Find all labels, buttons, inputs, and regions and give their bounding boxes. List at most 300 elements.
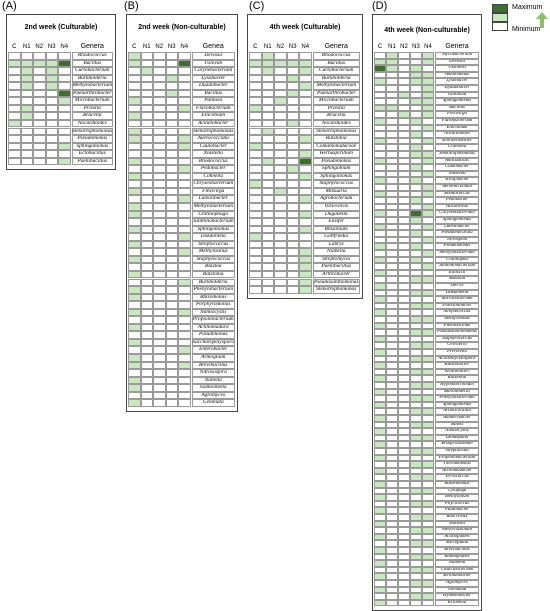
genus-label: Chryseobacterium <box>439 211 475 216</box>
heatmap-cell <box>374 210 386 217</box>
heatmap-cell <box>33 90 46 98</box>
heatmap-cell <box>141 256 154 264</box>
genus-label: Novosphin <box>446 237 468 242</box>
heatmap-cell <box>374 276 386 283</box>
heatmap-cell <box>374 316 386 323</box>
heatmap-cell <box>374 461 386 468</box>
heatmap-cell <box>386 362 398 369</box>
heatmap-cell <box>141 128 154 136</box>
heatmap-cell <box>422 237 434 244</box>
arrow-up-icon <box>536 12 548 28</box>
heatmap-cell <box>374 329 386 336</box>
heatmap-cell <box>410 329 422 336</box>
heatmap-cell <box>249 52 262 60</box>
heatmap-cell <box>33 97 46 105</box>
heatmap-cell <box>153 165 166 173</box>
heatmap-cell <box>374 507 386 514</box>
heatmap-cell <box>128 112 141 120</box>
genus-label: Streptacidia <box>445 449 469 453</box>
heatmap-cell <box>33 75 46 83</box>
heatmap-cell <box>398 461 410 468</box>
heatmap-cell <box>398 105 410 112</box>
heatmap-cell <box>374 481 386 488</box>
genus-label: Blastoa <box>205 264 222 270</box>
heatmap-cell <box>422 349 434 356</box>
heatmap-cell <box>287 60 300 68</box>
heatmap-cell <box>141 294 154 302</box>
heatmap-cell <box>249 248 262 256</box>
heatmap-cell <box>410 184 422 191</box>
genus-label: Rubrivivax <box>446 515 468 519</box>
genus-label: Gottfriedia <box>324 234 349 240</box>
heatmap-cell <box>166 52 179 60</box>
heatmap-cell <box>374 336 386 343</box>
heatmap-cell <box>178 211 191 219</box>
heatmap-cell <box>46 120 59 128</box>
heatmap-cell <box>46 75 59 83</box>
heatmap-cell <box>21 150 34 158</box>
genus-label: Solirubrobacter <box>441 138 473 143</box>
heatmap-cell <box>386 547 398 554</box>
heatmap-cell <box>153 60 166 68</box>
heatmap-cell <box>422 171 434 178</box>
heatmap-cell <box>153 377 166 385</box>
genera-column-header: Genera <box>324 43 348 50</box>
genus-label: Terracoccus <box>445 475 469 480</box>
panel-a-label: (A) <box>2 0 17 12</box>
heatmap-cell <box>386 488 398 495</box>
heatmap-cell <box>398 323 410 330</box>
heatmap-cell <box>166 226 179 234</box>
heatmap-cell <box>422 316 434 323</box>
heatmap-cell <box>128 52 141 60</box>
heatmap-cell <box>398 296 410 303</box>
heatmap-cell <box>262 82 275 90</box>
heatmap-cell <box>299 256 312 264</box>
genus-label: Paenarthrobacter <box>317 90 356 96</box>
heatmap-cell <box>422 263 434 270</box>
heatmap-cell <box>166 128 179 136</box>
heatmap-cell <box>386 587 398 594</box>
heatmap-cell <box>410 402 422 409</box>
heatmap-cell <box>8 82 21 90</box>
genus-label: Propionibacterium <box>438 455 476 460</box>
heatmap-cell <box>398 230 410 237</box>
genus-label: Pseudonocardia <box>441 231 473 236</box>
heatmap-cell <box>262 52 275 60</box>
heatmap-cell <box>8 150 21 158</box>
genus-label: Actinomycetospora <box>438 356 476 361</box>
heatmap-cell <box>287 218 300 226</box>
heatmap-cell <box>410 567 422 574</box>
genus-label: Streptococcus <box>198 241 229 247</box>
heatmap-cell <box>398 118 410 125</box>
heatmap-cell <box>262 128 275 136</box>
heatmap-cell <box>386 593 398 600</box>
heatmap-cell <box>178 218 191 226</box>
heatmap-cell <box>178 384 191 392</box>
column-header-c: C <box>12 44 17 50</box>
heatmap-cell <box>410 250 422 257</box>
heatmap-cell <box>249 82 262 90</box>
heatmap-cell <box>21 135 34 143</box>
heatmap-cell <box>178 97 191 105</box>
heatmap-cell <box>287 195 300 203</box>
heatmap-cell <box>386 521 398 528</box>
genus-label: Rhodoplanes <box>444 554 470 559</box>
heatmap-cell <box>386 118 398 125</box>
heatmap-cell <box>141 233 154 241</box>
heatmap-cell <box>153 97 166 105</box>
heatmap-cell <box>21 128 34 136</box>
heatmap-cell <box>249 188 262 196</box>
heatmap-cell <box>398 448 410 455</box>
heatmap-cell <box>410 316 422 323</box>
heatmap-cell <box>374 435 386 442</box>
heatmap-cell <box>398 521 410 528</box>
genus-label: Ellicobium <box>446 125 468 130</box>
heatmap-cell <box>422 375 434 382</box>
heatmap-cell <box>166 67 179 75</box>
heatmap-cell <box>386 567 398 574</box>
genus-label: Luteolibacter <box>444 224 470 229</box>
heatmap-cell <box>178 369 191 377</box>
genera-column-header: Genera <box>80 43 104 50</box>
heatmap-cell <box>262 279 275 287</box>
heatmap-cell <box>386 481 398 488</box>
heatmap-cell <box>374 527 386 534</box>
genus-label: Rhodococcus <box>198 158 228 164</box>
heatmap-cell <box>422 184 434 191</box>
genus-label: Pseudoxanthomonas <box>437 330 477 335</box>
heatmap-cell <box>262 180 275 188</box>
heatmap-cell <box>178 362 191 370</box>
heatmap-cell <box>386 448 398 455</box>
heatmap-cell <box>386 468 398 475</box>
heatmap-cell <box>46 143 59 151</box>
heatmap-cell <box>398 158 410 165</box>
heatmap-cell <box>153 158 166 166</box>
genus-label: Siamoimella <box>199 385 227 391</box>
heatmap-cell <box>166 120 179 128</box>
heatmap-cell <box>262 60 275 68</box>
heatmap-cell <box>374 408 386 415</box>
heatmap-cell <box>153 362 166 370</box>
heatmap-cell <box>398 554 410 561</box>
genus-label: Stenotrophomonas <box>193 128 234 134</box>
heatmap-cell <box>166 301 179 309</box>
heatmap-cell <box>422 230 434 237</box>
heatmap-cell <box>422 389 434 396</box>
heatmap-cell <box>422 131 434 138</box>
heatmap-cell <box>58 67 71 75</box>
heatmap-cell <box>374 514 386 521</box>
heatmap-cell <box>299 203 312 211</box>
heatmap-cell <box>128 211 141 219</box>
genus-label: Demequina <box>445 435 469 440</box>
heatmap-cell <box>128 399 141 407</box>
heatmap-cell <box>262 203 275 211</box>
heatmap-cell <box>58 158 71 166</box>
heatmap-cell <box>249 60 262 68</box>
heatmap-cell <box>274 195 287 203</box>
genus-label: Stenotrophomonas <box>72 128 113 134</box>
heatmap-cell <box>141 316 154 324</box>
heatmap-cell <box>128 82 141 90</box>
genus-label: Pedobacter <box>200 166 226 172</box>
heatmap-cell <box>128 384 141 392</box>
heatmap-cell <box>386 243 398 250</box>
heatmap-cell <box>386 323 398 330</box>
heatmap-cell <box>374 382 386 389</box>
heatmap-cell <box>410 408 422 415</box>
heatmap-cell <box>141 90 154 98</box>
heatmap-cell <box>128 241 141 249</box>
heatmap-cell <box>374 534 386 541</box>
heatmap-cell <box>410 573 422 580</box>
heatmap-cell <box>8 90 21 98</box>
heatmap-cell <box>178 324 191 332</box>
heatmap-cell <box>33 143 46 151</box>
heatmap-cell <box>141 286 154 294</box>
genus-label: Ralstonia <box>325 136 347 142</box>
heatmap-cell <box>374 309 386 316</box>
heatmap-cell <box>166 248 179 256</box>
panel-c-label: (C) <box>249 0 265 12</box>
heatmap-cell <box>422 342 434 349</box>
heatmap-cell <box>153 324 166 332</box>
genus-label: Rhizomonas <box>200 294 227 300</box>
heatmap-cell <box>249 256 262 264</box>
heatmap-cell <box>274 97 287 105</box>
heatmap-cell <box>153 286 166 294</box>
heatmap-cell <box>141 346 154 354</box>
genus-label: Brevibacillus <box>444 548 470 552</box>
genus-label: Paenarthrobacter <box>73 90 112 96</box>
heatmap-cell <box>128 263 141 271</box>
heatmap-cell <box>58 120 71 128</box>
heatmap-cell <box>178 52 191 60</box>
genera-column-header: Genera <box>445 43 469 50</box>
heatmap-cell <box>166 90 179 98</box>
heatmap-cell <box>374 59 386 66</box>
heatmap-cell <box>398 309 410 316</box>
heatmap-cell <box>410 296 422 303</box>
heatmap-cell <box>386 191 398 198</box>
heatmap-cell <box>153 256 166 264</box>
heatmap-cell <box>249 105 262 113</box>
heatmap-cell <box>410 554 422 561</box>
heatmap-cell <box>128 271 141 279</box>
heatmap-cell <box>58 143 71 151</box>
heatmap-cell <box>422 395 434 402</box>
heatmap-cell <box>386 349 398 356</box>
genus-label: Bradyrhizobium <box>441 442 473 447</box>
heatmap-cell <box>46 112 59 120</box>
genus-label: Methylobacterium <box>193 204 234 209</box>
heatmap-cell <box>8 112 21 120</box>
genus-label: Corynebacterium <box>194 68 233 74</box>
genus-label: Pseudomonas <box>443 244 471 249</box>
genus-label: Agromyces <box>446 581 468 585</box>
heatmap-cell <box>166 60 179 68</box>
column-header-n4: N4 <box>60 44 69 50</box>
heatmap-cell <box>374 204 386 211</box>
heatmap-cell <box>410 507 422 514</box>
heatmap-cell <box>141 60 154 68</box>
heatmap-cell <box>287 150 300 158</box>
heatmap-cell <box>398 395 410 402</box>
heatmap-cell <box>46 90 59 98</box>
genus-label: Prevotella <box>447 350 467 354</box>
heatmap-cell <box>374 191 386 198</box>
heatmap-cell <box>249 158 262 166</box>
heatmap-cell <box>410 125 422 132</box>
heatmap-cell <box>274 158 287 166</box>
heatmap-cell <box>249 150 262 158</box>
heatmap-cell <box>178 120 191 128</box>
heatmap-cell <box>274 120 287 128</box>
heatmap-cell <box>398 415 410 422</box>
heatmap-cell <box>374 560 386 567</box>
heatmap-cell <box>410 59 422 66</box>
heatmap-cell <box>153 346 166 354</box>
heatmap-cell <box>141 120 154 128</box>
heatmap-cell <box>153 52 166 60</box>
heatmap-cell <box>410 441 422 448</box>
heatmap-cell <box>410 448 422 455</box>
heatmap-cell <box>153 120 166 128</box>
heatmap-cell <box>274 279 287 287</box>
heatmap-cell <box>153 203 166 211</box>
genus-label: Kribbella <box>447 600 467 605</box>
heatmap-cell <box>141 384 154 392</box>
heatmap-cell <box>21 67 34 75</box>
heatmap-cell <box>374 52 386 59</box>
heatmap-cell <box>398 250 410 257</box>
genus-label: Hymenobacter <box>442 594 472 599</box>
genus-label: Arthrobacter <box>322 271 351 277</box>
genus-label: Variovorax <box>324 204 349 209</box>
heatmap-cell <box>58 75 71 83</box>
heatmap-cell <box>422 158 434 165</box>
heatmap-cell <box>386 210 398 217</box>
heatmap-cell <box>422 580 434 587</box>
heatmap-cell <box>21 158 34 166</box>
heatmap-cell <box>374 349 386 356</box>
heatmap-cell <box>299 180 312 188</box>
heatmap-cell <box>398 514 410 521</box>
heatmap-cell <box>33 52 46 60</box>
heatmap-cell <box>422 474 434 481</box>
genus-label: Armoglium <box>201 355 226 360</box>
heatmap-cell <box>398 98 410 105</box>
heatmap-cell <box>386 217 398 224</box>
heatmap-cell <box>249 218 262 226</box>
heatmap-cell <box>374 118 386 125</box>
heatmap-cell <box>422 336 434 343</box>
heatmap-cell <box>386 177 398 184</box>
column-header-n2: N2 <box>400 44 408 50</box>
genus-label: Burkholderia <box>321 75 351 81</box>
heatmap-cell <box>178 309 191 317</box>
heatmap-cell <box>410 263 422 270</box>
heatmap-cell <box>153 75 166 83</box>
heatmap-cell <box>141 339 154 347</box>
heatmap-cell <box>178 173 191 181</box>
heatmap-cell <box>374 369 386 376</box>
heatmap-cell <box>386 501 398 508</box>
heatmap-cell <box>410 210 422 217</box>
genus-label: Porphyromonas <box>195 302 231 308</box>
heatmap-cell <box>410 362 422 369</box>
genus-label: Pedobacter <box>445 198 469 203</box>
heatmap-cell <box>249 195 262 203</box>
heatmap-cell <box>422 587 434 594</box>
heatmap-cell <box>166 241 179 249</box>
genus-label: Agrobacterium <box>320 196 353 202</box>
panel-title: 4th week (Culturable) <box>269 24 341 31</box>
legend-mid-swatch <box>492 13 508 22</box>
heatmap-cell <box>299 128 312 136</box>
genus-label: Dokdonella <box>445 290 469 295</box>
heatmap-cell <box>398 441 410 448</box>
heatmap-cell <box>422 435 434 442</box>
heatmap-cell <box>262 195 275 203</box>
heatmap-cell <box>410 356 422 363</box>
heatmap-cell <box>386 283 398 290</box>
heatmap-cell <box>398 290 410 297</box>
heatmap-cell <box>153 271 166 279</box>
heatmap-cell <box>374 415 386 422</box>
heatmap-cell <box>299 195 312 203</box>
heatmap-cell <box>287 188 300 196</box>
heatmap-cell <box>422 382 434 389</box>
heatmap-cell <box>410 309 422 316</box>
heatmap-cell <box>287 75 300 83</box>
heatmap-cell <box>398 171 410 178</box>
genus-label: Curtobacterium <box>75 68 110 74</box>
heatmap-cell <box>8 52 21 60</box>
genus-label: Duadobacter <box>199 83 228 89</box>
heatmap-cell <box>128 392 141 400</box>
column-header-n1: N1 <box>142 44 151 50</box>
heatmap-cell <box>128 150 141 158</box>
column-header-c: C <box>253 44 258 50</box>
genus-label: Mesorhizobium <box>442 528 472 533</box>
heatmap-cell <box>178 180 191 188</box>
genus-label: Achromobacter <box>442 468 472 473</box>
heatmap-cell <box>166 82 179 90</box>
heatmap-cell <box>166 165 179 173</box>
heatmap-cell <box>398 263 410 270</box>
heatmap-cell <box>58 82 71 90</box>
heatmap-cell <box>422 494 434 501</box>
heatmap-cell <box>386 408 398 415</box>
heatmap-cell <box>8 105 21 113</box>
heatmap-cell <box>287 263 300 271</box>
heatmap-cell <box>141 188 154 196</box>
column-header-n3: N3 <box>288 44 297 50</box>
heatmap-cell <box>422 560 434 567</box>
heatmap-cell <box>249 112 262 120</box>
genus-label: Rhodococcus <box>321 53 351 58</box>
heatmap-cell <box>274 150 287 158</box>
heatmap-cell <box>374 593 386 600</box>
heatmap-cell <box>398 501 410 508</box>
heatmap-cell <box>153 143 166 151</box>
heatmap-cell <box>128 339 141 347</box>
